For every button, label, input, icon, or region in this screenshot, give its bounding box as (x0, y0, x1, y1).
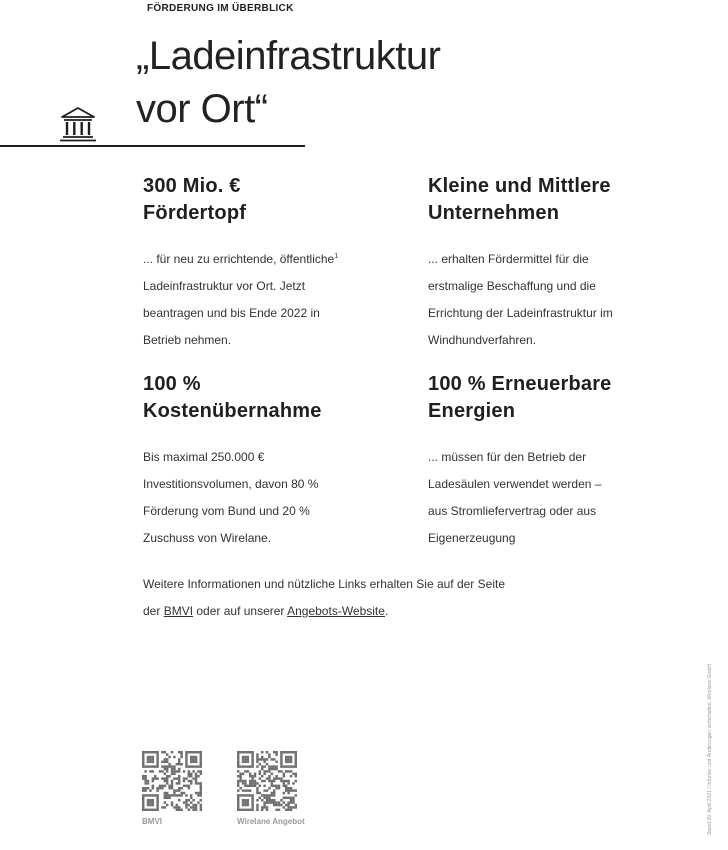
feature-heading: Kleine und Mittlere Unternehmen (428, 175, 611, 224)
feature-heading: 300 Mio. € Fördertopf (143, 175, 247, 224)
bmvi-link[interactable]: BMVI (163, 604, 194, 618)
feature-text: Bis maximal 250.000 € Investitionsvolumen, davon 80 % Förderung vom Bund und 20 % Zuschuss von Wirelane. (143, 450, 319, 545)
offer-website-link[interactable]: Angebots-Website (287, 604, 385, 618)
page-title-line-1: „Ladeinfrastruktur (136, 34, 441, 78)
legal-side-note: Stand 09. April 2021 / Irrtümer und Änderungen vorbehalten. Wirelane GmbH (707, 664, 713, 835)
more-info-paragraph: Weitere Informationen und nützliche Links erhalten Sie auf der Seite der BMVI oder auf unserer Angebots-Website. (143, 577, 505, 618)
feature-text: ... für neu zu errichtende, öffentliche$^1$ Ladeinfrastruktur vor Ort. Jetzt beantragen und bis Ende 2022 in Betrieb nehmen. (143, 252, 339, 347)
qr-label-bmvi: BMVI (142, 817, 162, 826)
footnote-marker: 1 (334, 253, 339, 260)
feature-text: ... erhalten Fördermittel für die erstmalige Beschaffung und die Errichtung der Ladeinfrastruktur im Windhundverfahren. (428, 252, 613, 347)
page-title (136, 30, 440, 136)
feature-block-renewables (428, 371, 678, 552)
feature-heading: 100 % Erneuerbare Energien (428, 373, 612, 422)
feature-block-cost-coverage (143, 371, 383, 552)
feature-block-sme (428, 173, 678, 354)
feature-heading: 100 % Kostenübernahme (143, 373, 322, 422)
bank-building-icon (58, 104, 98, 144)
section-kicker: FÖRDERUNG IM ÜBERBLICK (147, 3, 294, 14)
qr-code-icon (142, 751, 202, 811)
page-title-line-2: vor Ort“ (136, 87, 268, 131)
title-divider (0, 145, 305, 147)
feature-block-funding-pot (143, 173, 383, 354)
feature-text: ... müssen für den Betrieb der Ladesäulen verwendet werden – aus Stromliefervertrag oder aus Eigenerzeugung (428, 450, 602, 545)
qr-code-icon (237, 751, 297, 811)
qr-label-wirelane: Wirelane Angebot (237, 817, 305, 826)
